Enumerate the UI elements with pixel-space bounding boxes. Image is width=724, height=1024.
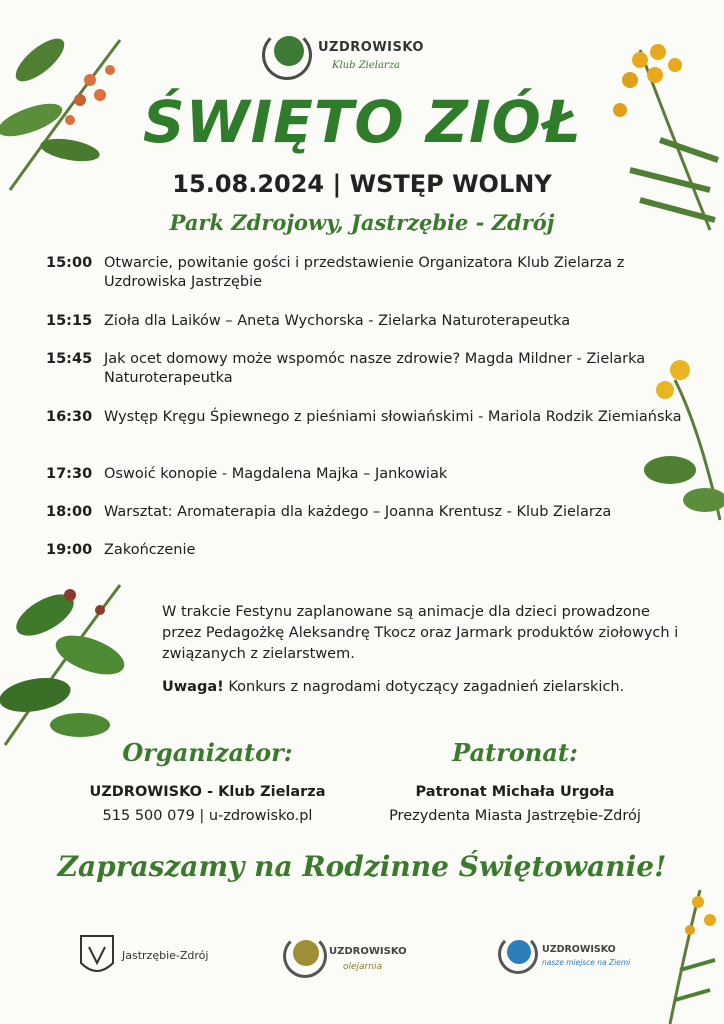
schedule-time: 15:15	[46, 313, 93, 329]
organizer-heading: Organizator:	[122, 738, 293, 767]
patronage-name: Patronat Michała Urgoła	[415, 784, 615, 800]
organizer-name: UZDROWISKO - Klub Zielarza	[89, 784, 326, 800]
schedule-description: Otwarcie, powitanie gości i przedstawienie Organizatora Klub Zielarza z Uzdrowiska Jastrzębie	[104, 255, 625, 290]
schedule-description: Zioła dla Laików – Aneta Wychorska - Zielarka Naturoterapeutka	[104, 313, 571, 329]
ziemi-logo-name: UZDROWISKO	[542, 944, 616, 955]
organizer-contact: 515 500 079 | u-zdrowisko.pl	[102, 808, 313, 824]
logo-tree-icon	[274, 36, 304, 66]
patronage-role: Prezydenta Miasta Jastrzębie-Zdrój	[389, 808, 641, 824]
city-name: Jastrzębie-Zdrój	[122, 949, 209, 962]
date-and-entry: 15.08.2024 | WSTĘP WOLNY	[172, 170, 552, 198]
patronage-heading: Patronat:	[452, 738, 578, 767]
schedule-time: 17:30	[46, 466, 93, 482]
info-paragraph: W trakcie Festynu zaplanowane są animacje dla dzieci prowadzone przez Pedagożkę Aleksandrę Tkocz oraz Jarmark produktów ziołowych i związanych z zielarstwem.	[162, 604, 679, 662]
schedule-time: 15:00	[46, 255, 93, 271]
olejarnia-leaf-icon	[293, 940, 319, 966]
schedule-time: 16:30	[46, 409, 93, 425]
logo-name: UZDROWISKO	[318, 40, 424, 55]
uzdrowisko-nasze-miejsce-logo	[498, 934, 668, 984]
jastrzebie-zdroj-logo	[78, 933, 228, 983]
ziemi-globe-icon	[507, 940, 531, 964]
schedule-description: Jak ocet domowy może wspomóc nasze zdrowie? Magda Mildner - Zielarka Naturoterapeutka	[104, 351, 646, 386]
belladonna-illustration-left	[0, 565, 140, 755]
schedule-description: Oswoić konopie - Magdalena Majka – Jankowiak	[104, 466, 448, 482]
warning-line	[162, 677, 682, 698]
warning-label: Uwaga!	[162, 679, 224, 695]
schedule-time: 19:00	[46, 542, 93, 558]
city-crest-icon	[78, 933, 116, 981]
warning-text: Konkurs z nagrodami dotyczący zagadnień zielarskich.	[223, 679, 625, 695]
uzdrowisko-olejarnia-logo	[283, 934, 433, 984]
schedule-description: Warsztat: Aromaterapia dla każdego – Joanna Krentusz - Klub Zielarza	[104, 504, 612, 520]
schedule-description: Występ Kręgu Śpiewnego z pieśniami słowiańskimi - Mariola Rodzik Ziemiańska	[104, 409, 682, 425]
schedule-description: Zakończenie	[104, 542, 196, 558]
schedule-time: 18:00	[46, 504, 93, 520]
ziemi-logo-sub: nasze miejsce na Ziemi	[542, 958, 631, 967]
venue: Park Zdrojowy, Jastrzębie - Zdrój	[169, 210, 555, 235]
invitation: Zapraszamy na Rodzinne Świętowanie!	[57, 850, 667, 883]
logo-subtitle: Klub Zielarza	[332, 60, 400, 71]
info-section	[162, 602, 682, 710]
olejarnia-logo-name: UZDROWISKO	[329, 946, 407, 957]
olejarnia-logo-sub: olejarnia	[343, 962, 382, 972]
event-title: ŚWIĘTO ZIÓŁ	[142, 88, 582, 156]
uzdrowisko-klub-zielarza-logo	[262, 30, 452, 82]
schedule-time: 15:45	[46, 351, 93, 367]
